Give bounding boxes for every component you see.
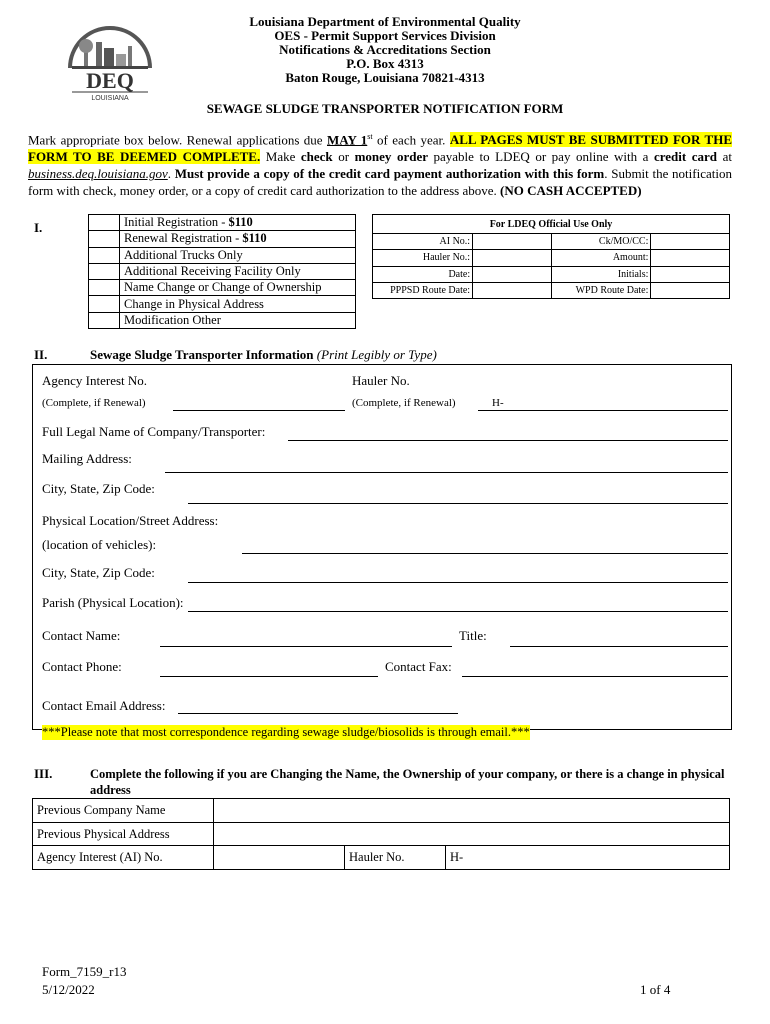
header-line-2: OES - Permit Support Services Division (274, 28, 496, 43)
parish-label: Parish (Physical Location): (42, 595, 184, 610)
form-id: Form_7159_r13 (42, 964, 127, 979)
option-label: Name Change or Change of Ownership (120, 280, 356, 296)
physical-location-label: Physical Location/Street Address: (42, 513, 219, 528)
wpd-route-date-field[interactable] (651, 282, 730, 298)
complete-if-renewal-note-2: (Complete, if Renewal) (352, 397, 456, 409)
previous-company-name-input[interactable] (214, 799, 730, 823)
previous-physical-address-label: Previous Physical Address (33, 822, 214, 846)
option-row (89, 215, 356, 231)
page-number: 1 of 4 (640, 982, 671, 997)
option-label: Additional Receiving Facility Only (120, 263, 356, 279)
online-payment-link[interactable]: business.deq.louisiana.gov (28, 166, 168, 182)
header-line-5: Baton Rouge, Louisiana 70821-4313 (285, 70, 485, 85)
physical-address-input[interactable] (242, 553, 728, 554)
pppsd-route-date-field[interactable] (473, 282, 552, 298)
checkbox-initial[interactable] (89, 215, 120, 231)
previous-physical-address-input[interactable] (214, 822, 730, 846)
contact-phone-input[interactable] (160, 676, 378, 677)
option-label: Additional Trucks Only (120, 247, 356, 263)
header-line-4: P.O. Box 4313 (346, 56, 424, 71)
contact-email-input[interactable] (178, 713, 458, 714)
option-label: Renewal Registration - $110 (120, 231, 356, 247)
checkbox-renewal[interactable] (89, 231, 120, 247)
city-state-zip-label: City, State, Zip Code: (42, 481, 155, 496)
option-row (89, 247, 356, 263)
company-name-label: Full Legal Name of Company/Transporter: (42, 424, 266, 439)
intro-paragraph: Mark appropriate box below. Renewal applications due MAY 1st of each year. ALL PAGES MUST BE SUBMITTED FOR THE FORM TO BE DEEMED COMPLETE. Make check or money order payable to LDEQ or pay online with a credit card at business.deq.louisiana.gov. Must provide a copy of the credit card payment authorization with this form. Submit the notification form with check, money order, or a copy of credit card authorization to the address above. (NO CASH ACCEPTED) (28, 132, 733, 199)
previous-company-name-label: Previous Company Name (33, 799, 214, 823)
hauler-no-label-3: Hauler No. (345, 846, 446, 870)
section-3-numeral: III. (34, 766, 53, 781)
previous-info-table (32, 798, 730, 870)
date-field[interactable] (473, 266, 552, 282)
checkbox-address-change[interactable] (89, 296, 120, 312)
location-of-vehicles-label: (location of vehicles): (42, 537, 157, 552)
section-3-instruction: Complete the following if you are Changing the Name, the Ownership of your company, or there is a change in physical address (90, 767, 725, 797)
mailing-address-input[interactable] (165, 472, 728, 473)
checkbox-name-change[interactable] (89, 280, 120, 296)
city-state-zip-input-2[interactable] (188, 582, 728, 583)
form-title: SEWAGE SLUDGE TRANSPORTER NOTIFICATION FORM (206, 101, 564, 116)
contact-email-label: Contact Email Address: (42, 698, 166, 713)
agency-interest-ai-label: Agency Interest (AI) No. (33, 846, 214, 870)
section-2-numeral: II. (34, 347, 48, 362)
initials-field[interactable] (651, 266, 730, 282)
contact-phone-label: Contact Phone: (42, 659, 122, 674)
option-label: Change in Physical Address (120, 296, 356, 312)
option-row (89, 280, 356, 296)
section-2-title: Sewage Sludge Transporter Information (Print Legibly or Type) (90, 347, 437, 362)
mailing-address-label: Mailing Address: (42, 451, 132, 466)
official-use-title: For LDEQ Official Use Only (373, 215, 730, 234)
option-row (89, 263, 356, 279)
section-1-numeral: I. (34, 220, 43, 235)
hauler-prefix: H- (492, 397, 504, 409)
city-state-zip-input[interactable] (188, 503, 728, 504)
header-line-1: Louisiana Department of Environmental Quality (249, 14, 521, 29)
city-state-zip-label-2: City, State, Zip Code: (42, 565, 155, 580)
header-line-3: Notifications & Accreditations Section (279, 42, 491, 57)
contact-name-label: Contact Name: (42, 628, 121, 643)
email-correspondence-note: ***Please note that most correspondence regarding sewage sludge/biosolids is through email.*** (42, 725, 530, 739)
parish-input[interactable] (188, 611, 728, 612)
hauler-no-input[interactable] (478, 410, 728, 411)
contact-fax-label: Contact Fax: (385, 659, 452, 674)
agency-interest-label: Agency Interest No. (42, 373, 148, 388)
ck-mo-cc-field[interactable] (651, 234, 730, 250)
ai-no-field[interactable] (473, 234, 552, 250)
svg-text:DEQ: DEQ (86, 68, 134, 93)
hauler-no-input-3[interactable]: H- (446, 846, 730, 870)
hauler-no-label: Hauler No. (352, 373, 410, 388)
contact-fax-input[interactable] (462, 676, 728, 677)
option-row (89, 312, 356, 328)
form-date: 5/12/2022 (42, 982, 95, 997)
agency-interest-input[interactable] (173, 410, 345, 411)
option-label: Modification Other (120, 312, 356, 328)
option-row (89, 231, 356, 247)
checkbox-additional-trucks[interactable] (89, 247, 120, 263)
checkbox-modification-other[interactable] (89, 312, 120, 328)
option-label: Initial Registration - $110 (120, 215, 356, 231)
checkbox-additional-facility[interactable] (89, 263, 120, 279)
complete-if-renewal-note: (Complete, if Renewal) (42, 397, 146, 409)
amount-field[interactable] (651, 250, 730, 266)
company-name-input[interactable] (288, 440, 728, 441)
agency-interest-ai-input[interactable] (214, 846, 345, 870)
registration-type-table (88, 214, 356, 329)
title-input[interactable] (510, 646, 728, 647)
official-use-table: For LDEQ Official Use Only AI No.: Ck/MO/CC: Hauler No.: Amount: Date: Initials: PPPSD Route Date: WPD Route Date: (372, 214, 730, 299)
title-label: Title: (459, 628, 487, 643)
svg-text:LOUISIANA: LOUISIANA (91, 95, 129, 102)
contact-name-input[interactable] (160, 646, 452, 647)
option-row (89, 296, 356, 312)
hauler-no-field[interactable] (473, 250, 552, 266)
